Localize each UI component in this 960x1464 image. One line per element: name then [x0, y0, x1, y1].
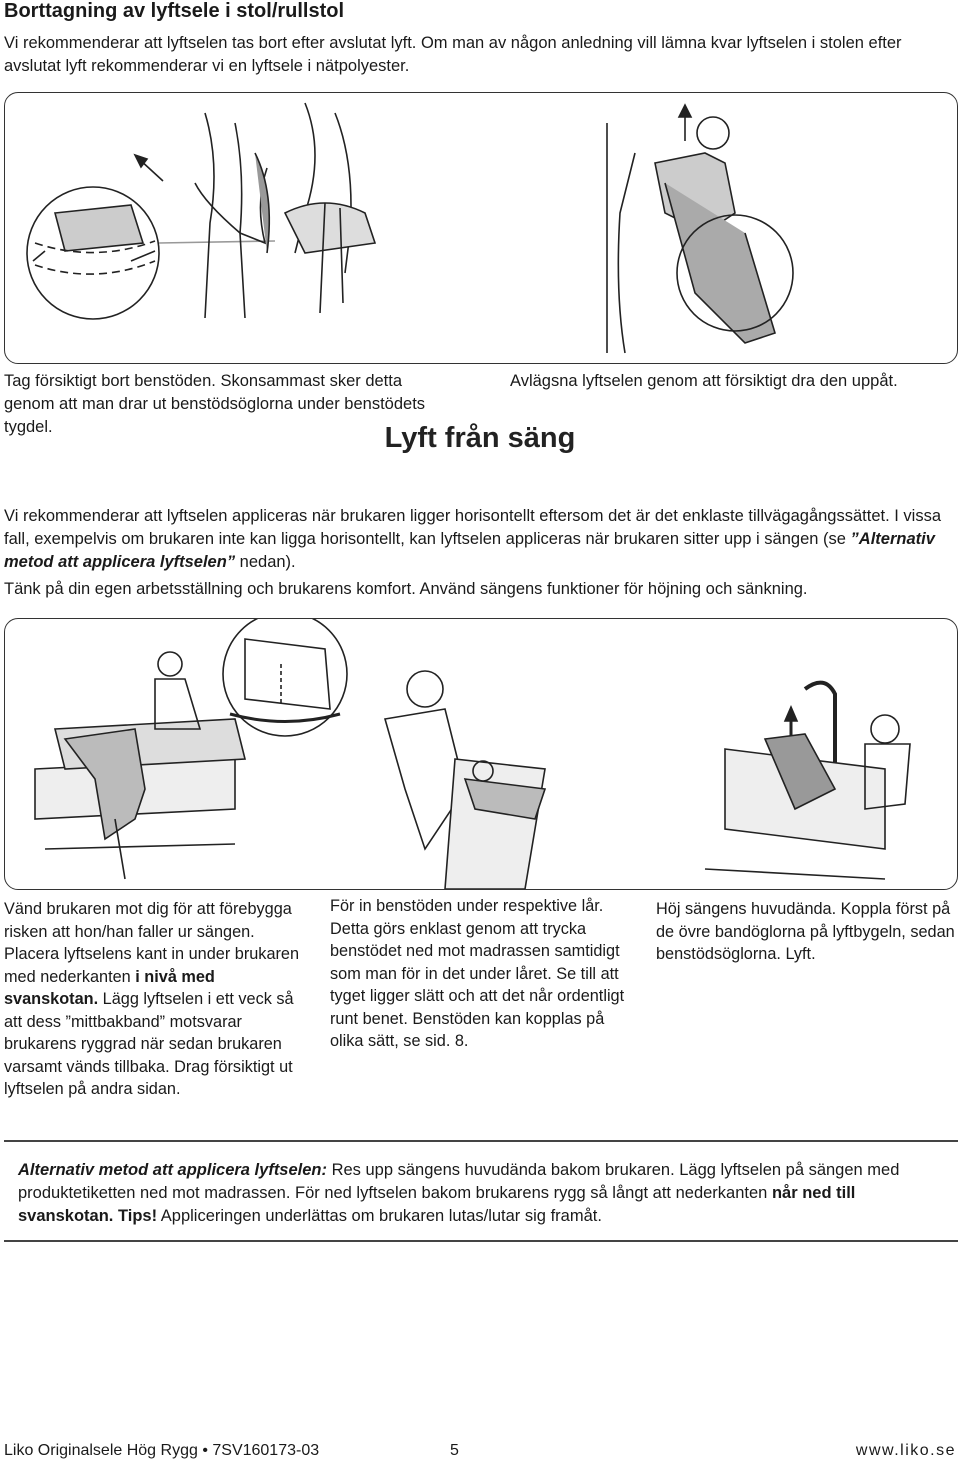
bed-intro-text-b: nedan). [235, 553, 296, 571]
alternative-method-note [18, 1159, 943, 1228]
caption-turn-patient [4, 898, 309, 1101]
note-tips: Tips! [117, 1207, 158, 1225]
note-label: Alternativ metod att applicera lyftselen: [18, 1161, 327, 1179]
caption-turn-bold: i nivå med svanskotan. [4, 967, 215, 1008]
chair-illustration-panel [4, 92, 958, 364]
caption-remove-legs: Tag försiktigt bort benstöden. Skonsammast sker detta genom att man drar ut benstödsöglorna under benstödets tygdel. [4, 372, 426, 436]
chair-removal-illustration [5, 93, 958, 364]
bed-illustration-panel [4, 618, 958, 890]
footer-url: www.liko.se [855, 1442, 956, 1459]
bed-intro-text-a: Vi rekommenderar att lyftselen appliceras när brukaren ligger horisontellt eftersom det är det enklaste tillvägagångssättet. I vissa fall, exempelvis om brukaren inte kan ligga horisontellt, kan lyftselen appliceras när brukaren sitter upp i sängen (se [4, 507, 942, 548]
note-top-rule [4, 1140, 958, 1142]
intro-paragraph: Vi rekommenderar att lyftselen tas bort efter avslutat lyft. Om man av någon anledning vill lämna kvar lyftselen i stolen efter avslutat lyft rekommenderar vi en lyftsele i nätpolyester. [4, 34, 902, 75]
note-text-3: Appliceringen underlättas om brukaren lutas/lutar sig framåt. [157, 1207, 602, 1225]
note-text-1: Res upp sängens huvudända bakom brukaren. Lägg lyftselen på sängen med produktetiketten ned mot madrassen. För ned lyftselen bakom brukarens rygg så långt att nederkanten [18, 1161, 900, 1202]
alternative-method-reference: ”Alternativ metod att applicera lyftselen” [4, 530, 935, 571]
caption-leg-supports: För in benstöden under respektive lår. Detta görs enklast genom att trycka benstödet ned mot madrassen samtidigt som man för in det under låret. Se till att tyget ligger slätt och att det når ordentligt runt benet. Benstöden kan kopplas på olika sätt, se sid. 8. [330, 897, 625, 1050]
bed-intro-paragraph [4, 505, 949, 574]
section-title-chair: Borttagning av lyftsele i stol/rullstol [4, 0, 345, 22]
caption-turn-text-a: Vänd brukaren mot dig för att förebygga risken att hon/han faller ur sängen. Placera lyftselens kant in under brukaren med nederkanten [4, 900, 300, 986]
section-title-bed: Lyft från säng [384, 422, 576, 454]
page-number: 5 [450, 1442, 459, 1459]
bed-lift-illustration [5, 619, 958, 890]
ergonomics-paragraph: Tänk på din egen arbetsställning och brukarens komfort. Använd sängens funktioner för höjning och sänkning. [4, 580, 808, 598]
caption-turn-text-b: Lägg lyftselen i ett veck så att dess ”mittbakband” motsvarar brukarens ryggrad när sedan brukaren varsamt vänds tillbaka. Drag försiktigt ut lyftselen på andra sidan. [4, 990, 294, 1098]
caption-raise-head: Höj sängens huvudända. Koppla först på de övre bandöglorna på lyftbygeln, sedan benstödsöglorna. Lyft. [656, 900, 955, 963]
note-bold-1: når ned till svanskotan. [18, 1184, 856, 1225]
footer-document-id: Liko Originalsele Hög Rygg • 7SV160173-03 [4, 1442, 320, 1459]
note-bottom-rule [4, 1240, 958, 1242]
caption-lift-up: Avlägsna lyftselen genom att försiktigt dra den uppåt. [510, 372, 898, 390]
